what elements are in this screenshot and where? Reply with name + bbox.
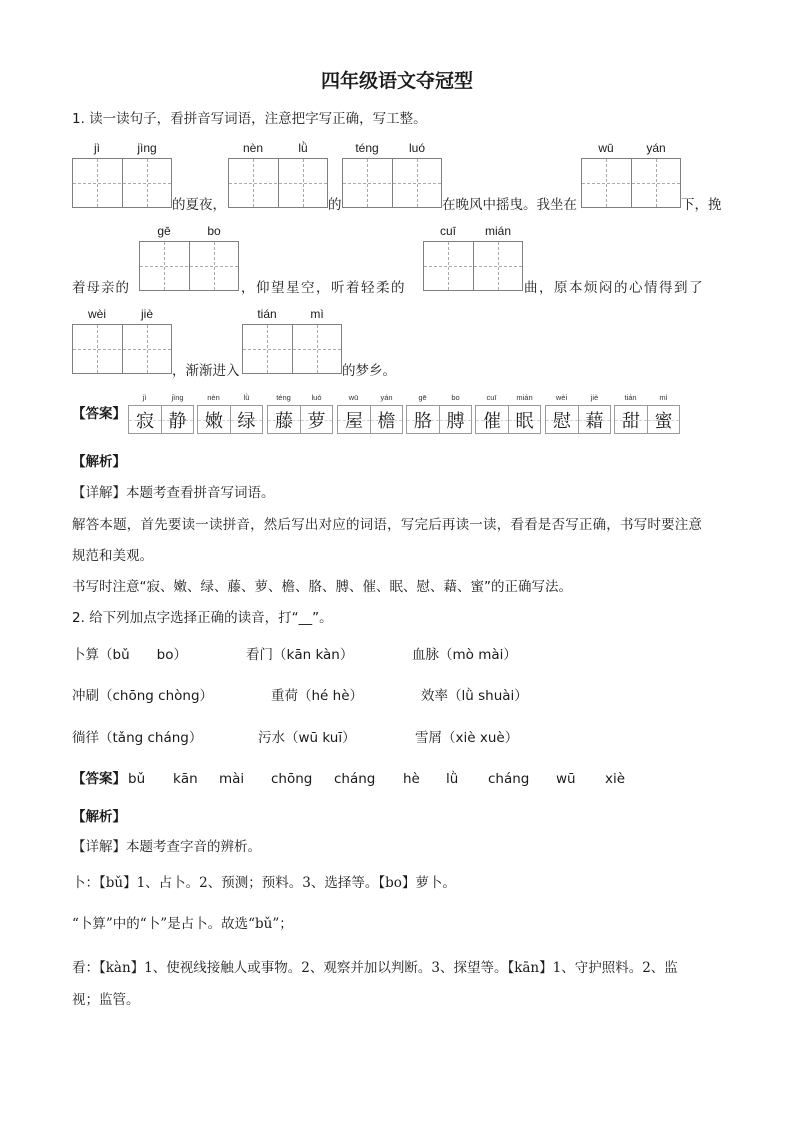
- reading-option[interactable]: 重荷（hé hè）: [271, 688, 364, 704]
- answer-pinyin: wū: [348, 393, 359, 402]
- answer-char: 膊: [439, 406, 471, 433]
- answer-char: 催: [476, 406, 508, 433]
- writing-box-1[interactable]: [72, 158, 172, 208]
- answer-char: 慰: [546, 406, 578, 433]
- pinyin: mì: [310, 307, 324, 321]
- writing-box-6[interactable]: [423, 241, 523, 291]
- answer-pinyin: jì: [142, 393, 147, 402]
- answer-pinyin: cháng: [334, 771, 376, 787]
- answer-word: [614, 405, 680, 434]
- pinyin: bo: [207, 224, 221, 238]
- writing-box-8[interactable]: [242, 324, 342, 374]
- analysis-label: 【解析】: [72, 454, 126, 470]
- answer-pinyin: jìng: [171, 393, 184, 402]
- answer-char: 寂: [129, 406, 161, 433]
- answer-word: [475, 405, 541, 434]
- answer-pinyin: cuī: [486, 393, 497, 402]
- answer-pinyin: tián: [624, 393, 637, 402]
- pinyin: jiè: [140, 307, 153, 321]
- pinyin: tián: [257, 307, 277, 321]
- detail-text: 【详解】本题考查看拼音写词语。: [72, 485, 275, 501]
- answer-char: 藤: [268, 406, 300, 433]
- writing-box-5[interactable]: [139, 241, 239, 291]
- pinyin: lǜ: [298, 141, 308, 155]
- paragraph-text: 规范和美观。: [72, 548, 153, 564]
- answer-char: 静: [161, 406, 193, 433]
- answer-word: [545, 405, 611, 434]
- reading-option[interactable]: 徜徉（tǎng cháng）: [72, 730, 203, 746]
- answer-pinyin: bǔ: [128, 771, 146, 787]
- answer-char: 胳: [407, 406, 439, 433]
- answer-char: 屋: [338, 406, 370, 433]
- answer-pinyin: hè: [403, 771, 420, 787]
- pinyin: gē: [157, 224, 171, 238]
- answer-char: 嫩: [198, 406, 230, 433]
- answer-word: [267, 405, 333, 434]
- reading-option[interactable]: 效率（lǜ shuài）: [421, 688, 528, 704]
- answer-pinyin: chōng: [271, 771, 313, 787]
- answer-pinyin: jiè: [590, 393, 599, 402]
- writing-box-4[interactable]: [581, 158, 681, 208]
- answer-pinyin: luó: [311, 393, 322, 402]
- explanation-text: “卜算”中的“卜”是占卜。故选“bǔ”；: [72, 916, 293, 932]
- answer-char: 蜜: [647, 406, 679, 433]
- writing-box-2[interactable]: [228, 158, 328, 208]
- answer-pinyin: wū: [556, 771, 576, 787]
- answer-pinyin: yán: [380, 393, 393, 402]
- pinyin: wū: [598, 141, 614, 155]
- explanation-text: 视；监管。: [72, 992, 140, 1008]
- answer-pinyin: mài: [219, 771, 245, 787]
- answer-pinyin: cháng: [488, 771, 530, 787]
- sentence-text: 的: [328, 197, 342, 213]
- pinyin: nèn: [242, 141, 264, 155]
- paragraph-text: 解答本题，首先要读一读拼音，然后写出对应的词语，写完后再读一读，看看是否写正确，书写时要注意: [72, 517, 703, 533]
- answer-char: 眠: [508, 406, 540, 433]
- answer-pinyin: lǜ: [446, 771, 459, 787]
- reading-option[interactable]: 血脉（mò mài）: [412, 647, 517, 663]
- pinyin: téng: [355, 141, 379, 155]
- answer-word: [406, 405, 472, 434]
- sentence-text: 的夏夜，: [172, 197, 226, 213]
- sentence-text: ，渐渐进入: [172, 363, 240, 379]
- answer-char: 甜: [615, 406, 647, 433]
- explanation-text: 卜：【bǔ】1、占卜。2、预测；预料。3、选择等。【bo】萝卜。: [72, 875, 456, 891]
- answer-char: 檐: [370, 406, 402, 433]
- answer-pinyin: téng: [276, 393, 291, 402]
- answer-pinyin: kān: [173, 771, 198, 787]
- sentence-text: 着母亲的: [72, 280, 130, 296]
- pinyin: jì: [94, 141, 100, 155]
- answer-word: [337, 405, 403, 434]
- answer-char: 绿: [230, 406, 262, 433]
- sentence-text: 在晚风中摇曳。我坐在: [442, 197, 577, 213]
- answer-char: 藉: [578, 406, 610, 433]
- pinyin: cuī: [439, 224, 456, 238]
- q2-prompt: 2. 给下列加点字选择正确的读音，打“__”。: [72, 610, 333, 626]
- detail-text: 【详解】本题考查字音的辨析。: [72, 839, 261, 855]
- pinyin: luó: [408, 141, 425, 155]
- writing-box-7[interactable]: [72, 324, 172, 374]
- pinyin: jìng: [137, 141, 157, 155]
- q1-prompt: 1. 读一读句子，看拼音写词语，注意把字写正确，写工整。: [72, 111, 427, 127]
- paragraph-text: 书写时注意“寂、嫩、绿、藤、萝、檐、胳、膊、催、眠、慰、藉、蜜”的正确写法。: [72, 579, 572, 595]
- answer-pinyin: bo: [451, 393, 460, 402]
- answer-word: [197, 405, 263, 434]
- reading-option[interactable]: 冲刷（chōng chòng）: [72, 688, 214, 704]
- answer-pinyin: lǜ: [243, 393, 250, 402]
- answer-pinyin: mì: [659, 393, 668, 402]
- sentence-text: 下，挽: [681, 197, 722, 213]
- answer-char: 萝: [300, 406, 332, 433]
- answer-pinyin: wèi: [555, 393, 568, 402]
- reading-option[interactable]: 看门（kān kàn）: [246, 647, 354, 663]
- sentence-text: 曲，原本烦闷的心情得到了: [524, 280, 704, 296]
- answer-pinyin: mián: [516, 393, 533, 402]
- pinyin: mián: [484, 224, 511, 238]
- pinyin: yán: [646, 141, 666, 155]
- reading-option[interactable]: 卜算（bǔ bo）: [72, 647, 187, 663]
- reading-option[interactable]: 雪屑（xiè xuè）: [415, 730, 519, 746]
- answer-pinyin: gē: [418, 393, 427, 402]
- sentence-text: ，仰望星空，听着轻柔的: [241, 280, 406, 296]
- sentence-text: 的梦乡。: [342, 363, 396, 379]
- reading-option[interactable]: 污水（wū kuī）: [258, 730, 356, 746]
- answer-pinyin: xiè: [605, 771, 626, 787]
- writing-box-3[interactable]: [342, 158, 442, 208]
- pinyin: wèi: [87, 307, 106, 321]
- answer-word: [128, 405, 194, 434]
- page-title: 四年级语文夺冠型: [320, 70, 473, 92]
- analysis-label: 【解析】: [72, 809, 126, 825]
- answer-pinyin: nèn: [207, 393, 220, 402]
- answer-label: 【答案】: [72, 771, 126, 787]
- answer-label: 【答案】: [72, 406, 126, 422]
- explanation-text: 看：【kàn】1、使视线接触人或事物。2、观察并加以判断。3、探望等。【kān】1、守护照料。2、监: [72, 960, 678, 976]
